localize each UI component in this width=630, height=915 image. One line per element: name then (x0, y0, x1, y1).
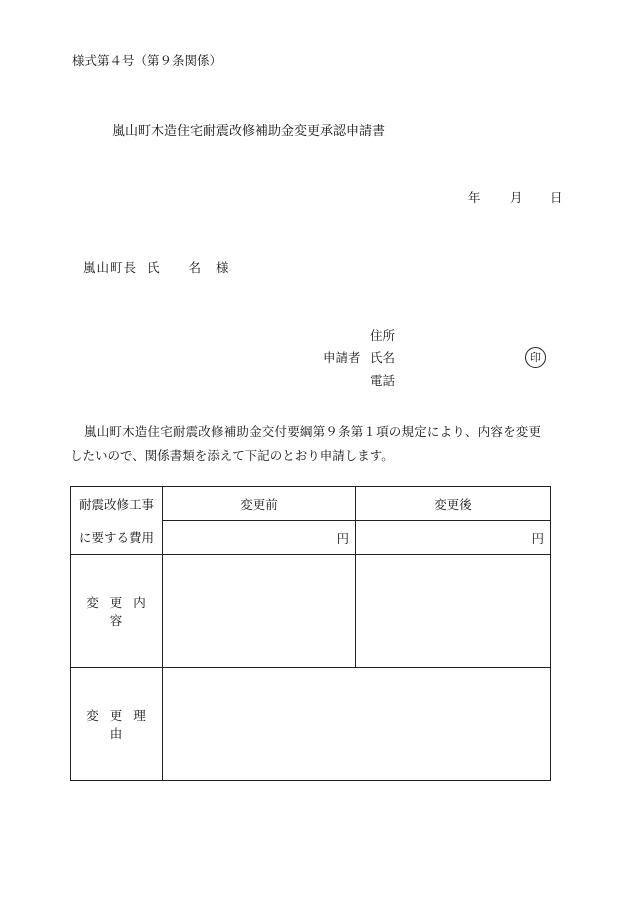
date-day-label: 日 (550, 190, 563, 205)
before-header: 変更前 (163, 487, 356, 521)
date-month-label: 月 (510, 190, 523, 205)
addressee (83, 262, 230, 275)
document-title: 嵐山町木造住宅耐震改修補助金変更承認申請書 (112, 124, 386, 139)
content-before-field[interactable] (163, 555, 356, 668)
cost-label-line-1: 耐震改修工事 (78, 496, 154, 512)
cost-label-cell (71, 487, 163, 555)
addressee-sama: 様 (216, 260, 230, 275)
body-line-1: 嵐山町木造住宅耐震改修補助金交付要綱第９条第１項の規定により、内容を変更 (84, 424, 542, 439)
applicant-role-label: 申請者 (323, 350, 361, 365)
seal-mark: 印 (525, 347, 546, 368)
content-label: 変更内容 (71, 555, 163, 668)
body-line-2: したいので、関係書類を添えて下記のとおり申請します。 (70, 448, 394, 463)
addressee-mayor: 嵐山町長 (83, 260, 138, 275)
change-request-table (70, 486, 551, 781)
date-year-label: 年 (468, 190, 481, 205)
addressee-mei: 名 (188, 260, 203, 275)
cost-label-line-2: に要する費用 (78, 529, 154, 545)
addressee-shi: 氏 (147, 260, 161, 275)
address-label: 住所 (370, 328, 396, 343)
after-header: 変更後 (356, 487, 551, 521)
name-label: 氏名 (370, 350, 396, 365)
cost-after-field[interactable]: 円 (356, 521, 551, 555)
phone-label: 電話 (370, 373, 396, 388)
cost-before-field[interactable]: 円 (163, 521, 356, 555)
request-body-text (70, 420, 566, 468)
content-after-field[interactable] (356, 555, 551, 668)
form-number: 様式第４号（第９条関係） (72, 53, 223, 68)
reason-field[interactable] (163, 668, 551, 781)
reason-label: 変更理由 (71, 668, 163, 781)
